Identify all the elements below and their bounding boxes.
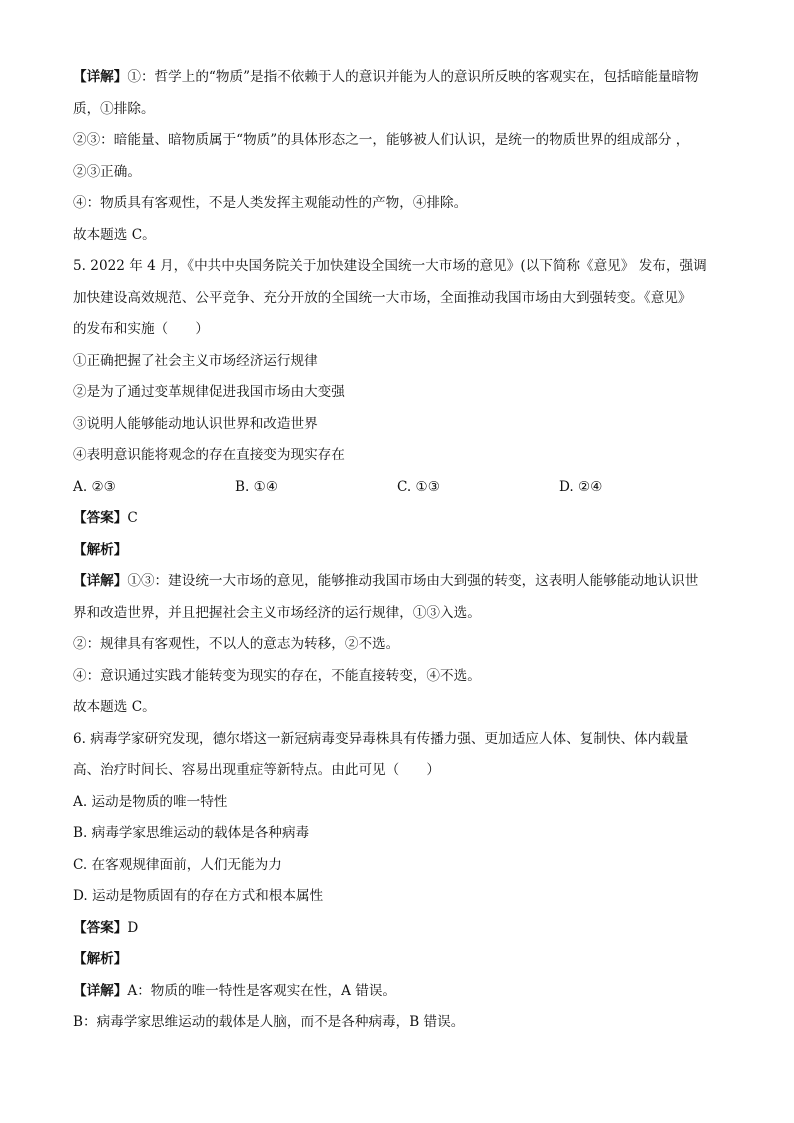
- statement-item: ④表明意识能将观念的存在直接变为现实存在: [73, 447, 345, 463]
- text-line: ④：物质具有客观性，不是人类发挥主观能动性的产物，④排除。: [73, 195, 468, 211]
- question-5-stem: 加快建设高效规范、公平竞争、充分开放的全国统一大市场，全面推动我国市场由大到强转变。《意见》: [73, 289, 692, 306]
- text-line: [73, 976, 723, 1008]
- text-line: ②③：暗能量、暗物质属于“物质”的具体形态之一，能够被人们认识，是统一的物质世界的组成部分 ，: [73, 132, 690, 148]
- answer-line: [73, 913, 723, 945]
- document-page: [73, 62, 723, 1039]
- text-line: 界和改造世界，并且把握社会主义市场经济的运行规律，①③入选。: [73, 604, 481, 621]
- answer-value: D: [127, 919, 139, 936]
- statement-item: ③说明人能够能动地认识世界和改造世界: [73, 415, 318, 432]
- detail-label: 【详解】: [73, 573, 128, 589]
- text-line: ②③正确。: [73, 163, 141, 180]
- text-line: 质，①排除。: [73, 100, 155, 117]
- text-line: 故本题选 C。: [73, 226, 156, 243]
- answer-value: C: [127, 510, 138, 526]
- answer-label: 【答案】: [73, 919, 128, 936]
- text-line: ②：规律具有客观性，不以人的意志为转移，②不选。: [73, 636, 400, 652]
- option-b: B. 病毒学家思维运动的载体是各种病毒: [73, 825, 310, 841]
- analysis-heading: [73, 535, 723, 567]
- text-line: 故本题选 C。: [73, 699, 156, 715]
- option-b: B. ①④: [235, 478, 279, 495]
- detail-text: A：物质的唯一特性是客观实在性，A 错误。: [127, 982, 397, 999]
- option-a: A. ②③: [73, 478, 116, 495]
- question-5-options: [73, 472, 723, 504]
- text-line: B：病毒学家思维运动的载体是人脑，而不是各种病毒，B 错误。: [73, 1014, 465, 1030]
- answer-label: 【答案】: [73, 510, 128, 526]
- detail-label: 【详解】: [73, 982, 128, 999]
- detail-label: 【详解】: [73, 69, 128, 85]
- option-a: A. 运动是物质的唯一特性: [73, 793, 228, 810]
- detail-text: ①：哲学上的“物质”是指不依赖于人的意识并能为人的意识所反映的客观实在，包括暗能量暗物: [127, 69, 699, 85]
- text-line: [73, 62, 723, 94]
- question-5-stem: 的发布和实施（ ）: [73, 321, 209, 337]
- statement-item: ②是为了通过变革规律促进我国市场由大变强: [73, 384, 345, 400]
- question-5-stem: 5. 2022 年 4 月，《中共中央国务院关于加快建设全国统一大市场的意见》(以下简称《意见》 发布，强调: [73, 258, 707, 274]
- option-c: C. 在客观规律面前，人们无能为力: [73, 856, 282, 873]
- text-line: [73, 566, 723, 598]
- answer-line: [73, 503, 723, 535]
- question-6-stem: 6. 病毒学家研究发现，德尔塔这一新冠病毒变异毒株具有传播力强、更加适应人体、复制快、体内载量: [73, 730, 689, 747]
- text-line: ④：意识通过实践才能转变为现实的存在，不能直接转变，④不选。: [73, 667, 481, 684]
- statement-item: ①正确把握了社会主义市场经济运行规律: [73, 352, 318, 369]
- option-d: D. ②④: [559, 478, 603, 495]
- analysis-heading: [73, 944, 723, 976]
- analysis-label: 【解析】: [73, 951, 128, 967]
- analysis-label: 【解析】: [73, 541, 128, 558]
- option-d: D. 运动是物质固有的存在方式和根本属性: [73, 888, 324, 904]
- detail-text: ①③：建设统一大市场的意见，能够推动我国市场由大到强的转变，这表明人能够能动地认识世: [127, 573, 699, 589]
- option-c: C. ①③: [397, 478, 440, 495]
- question-6-stem: 高、治疗时间长、容易出现重症等新特点。由此可见（ ）: [73, 762, 441, 778]
